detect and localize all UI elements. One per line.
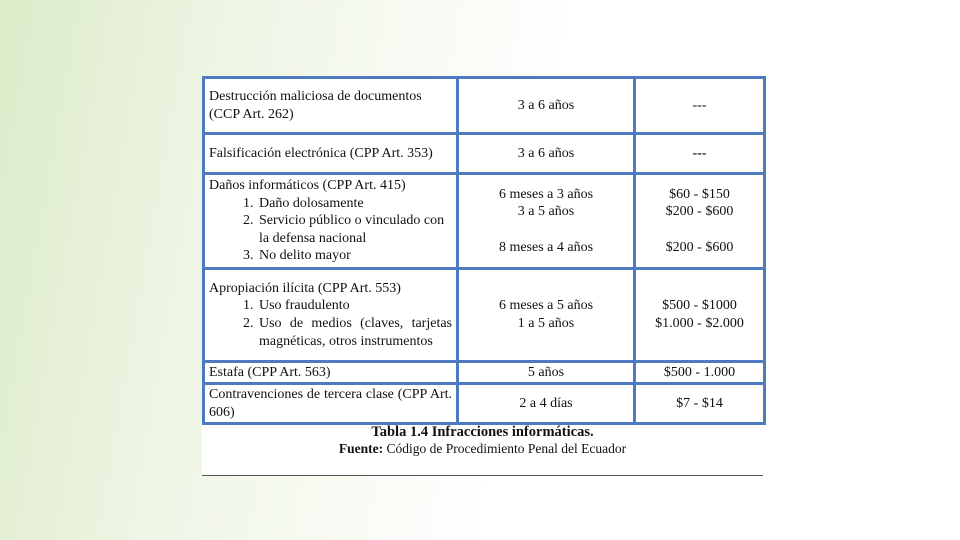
fine-value: $1.000 - $2.000 xyxy=(655,316,744,331)
offense-cell xyxy=(204,384,458,424)
fine-cell xyxy=(635,174,765,269)
offense-cell xyxy=(204,78,458,134)
prison-cell: 3 a 6 años xyxy=(458,134,635,174)
offense-cell xyxy=(204,134,458,174)
offense-sublist xyxy=(209,297,452,350)
list-item: 1. Uso fraudulento xyxy=(257,297,452,315)
table-row xyxy=(204,269,765,362)
prison-cell xyxy=(458,269,635,362)
offense-heading: Daños informáticos (CPP Art. 415) xyxy=(209,178,406,194)
offense-text: Destrucción maliciosa de documentos (CCP Art. 262) xyxy=(209,88,422,122)
table-row xyxy=(204,174,765,269)
fine-cell: --- xyxy=(635,78,765,134)
fine-cell: $7 - $14 xyxy=(635,384,765,424)
prison-value: 6 meses a 3 años xyxy=(498,186,594,202)
table-row xyxy=(204,384,765,424)
list-item: 2. Servicio público o vinculado con la defensa nacional xyxy=(257,212,452,247)
document-page xyxy=(202,76,763,476)
fine-value: $60 - $150 xyxy=(669,186,730,202)
offense-heading: Apropiación ilícita (CPP Art. 553) xyxy=(209,280,401,296)
list-item: 3. No delito mayor xyxy=(257,247,452,265)
prison-cell: 3 a 6 años xyxy=(458,78,635,134)
fine-cell xyxy=(635,269,765,362)
source-label: Fuente: xyxy=(338,441,384,456)
fine-cell: --- xyxy=(635,134,765,174)
offense-cell xyxy=(204,362,458,384)
prison-value: 6 meses a 5 años xyxy=(498,298,594,314)
offense-text: Contravenciones de tercera clase (CPP Art. 606) xyxy=(209,386,452,420)
caption-title: Tabla 1.4 Infracciones informáticas. xyxy=(371,424,594,440)
source-text: Código de Procedimiento Penal del Ecuador xyxy=(386,441,627,456)
table-row xyxy=(204,78,765,134)
table-row xyxy=(204,134,765,174)
prison-value: 8 meses a 4 años xyxy=(498,239,594,255)
fine-value: $200 - $600 xyxy=(665,239,734,255)
prison-cell: 5 años xyxy=(458,362,635,384)
offense-text: Estafa (CPP Art. 563) xyxy=(209,364,331,380)
caption-source xyxy=(202,441,763,457)
offense-text: Falsificación electrónica (CPP Art. 353) xyxy=(209,145,433,161)
list-item: 2. Uso de medios (claves, tarjetas magnéticas, otros instrumentos xyxy=(257,315,452,350)
infractions-table xyxy=(202,76,766,425)
offense-cell xyxy=(204,174,458,269)
prison-value: 3 a 5 años xyxy=(517,204,575,220)
prison-cell xyxy=(458,174,635,269)
table-caption xyxy=(202,424,763,457)
offense-sublist xyxy=(209,195,452,265)
prison-value: 1 a 5 años xyxy=(517,316,575,331)
fine-value: $200 - $600 xyxy=(665,204,734,220)
fine-value: $500 - $1000 xyxy=(662,298,737,314)
table-row xyxy=(204,362,765,384)
prison-cell: 2 a 4 días xyxy=(458,384,635,424)
list-item: 1. Daño dolosamente xyxy=(257,195,452,213)
offense-cell xyxy=(204,269,458,362)
fine-cell: $500 - 1.000 xyxy=(635,362,765,384)
